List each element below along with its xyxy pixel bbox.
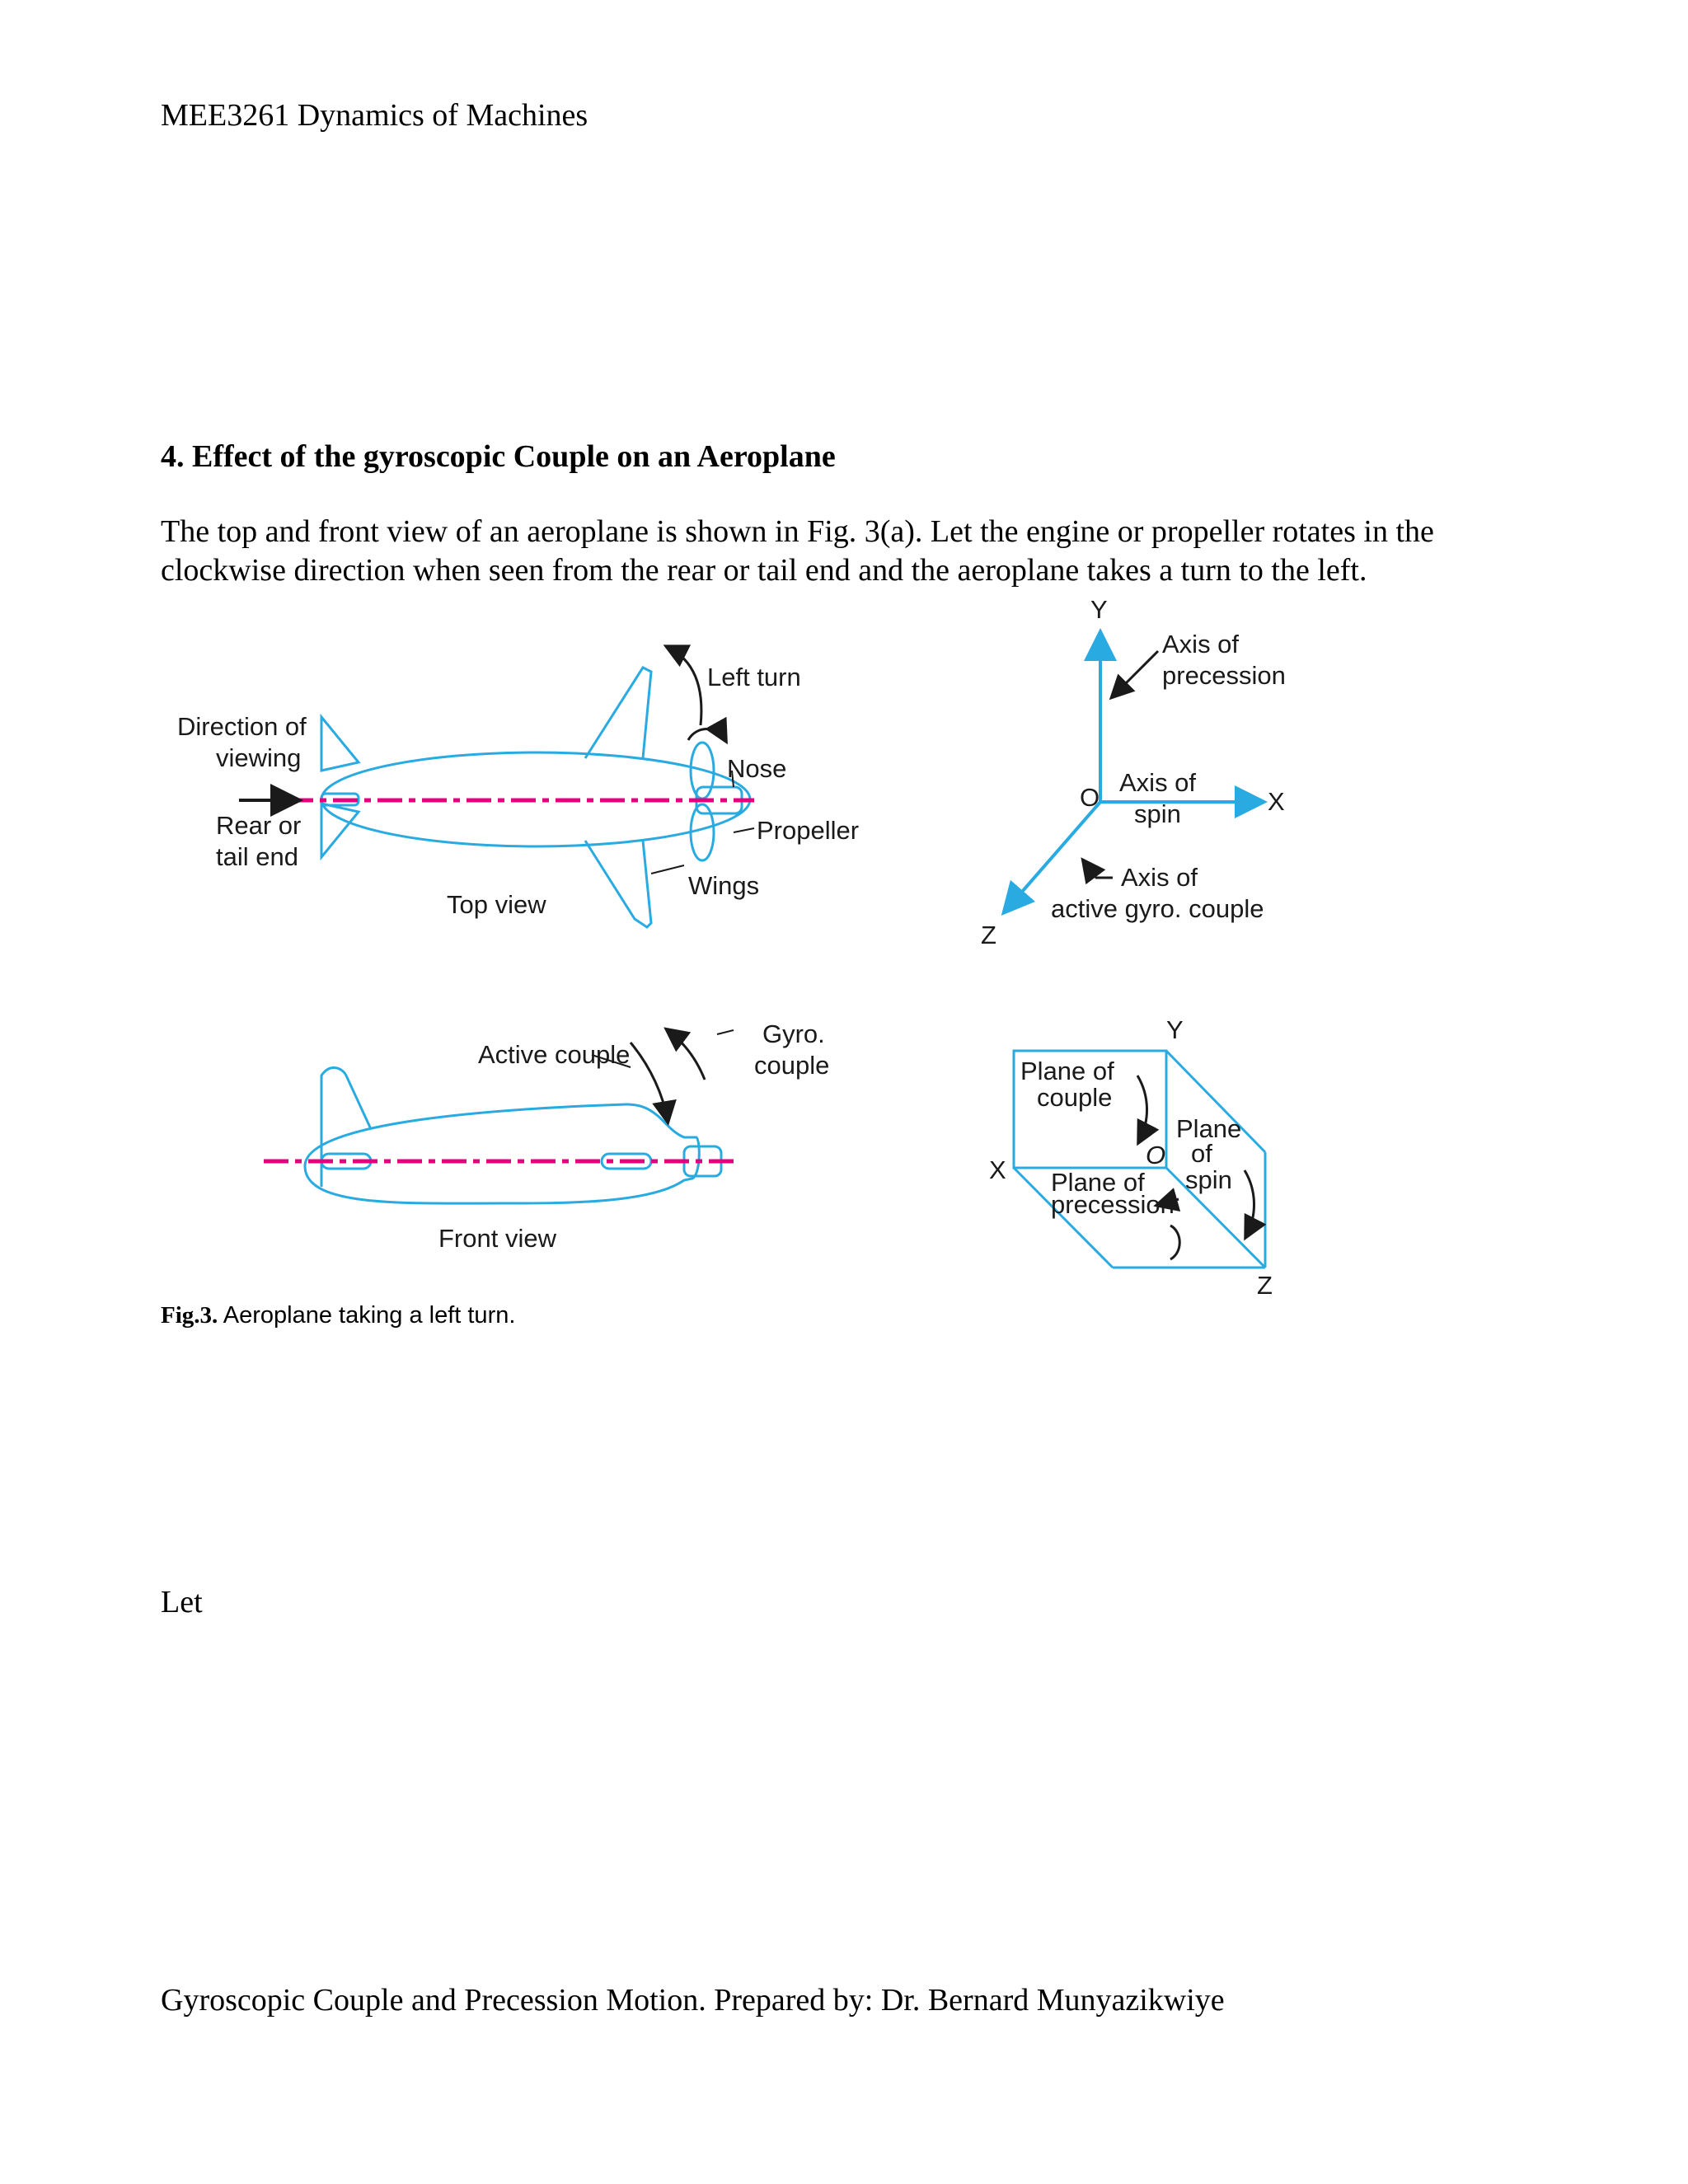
label-precession-2: precession <box>1162 661 1286 690</box>
planes-y-label: Y <box>1166 1015 1184 1044</box>
label-nose: Nose <box>727 754 787 783</box>
gyro-leader <box>1084 861 1113 878</box>
label-left-turn: Left turn <box>707 663 801 691</box>
precession-leader <box>1113 651 1158 696</box>
let-text: Let <box>161 1585 203 1619</box>
planes-x-label: X <box>989 1155 1006 1184</box>
plane-spin-arrow <box>1245 1170 1254 1236</box>
top-view-diagram <box>321 668 750 927</box>
planes-z-label: Z <box>1257 1271 1273 1300</box>
label-plane-precession-2: precession <box>1051 1190 1175 1219</box>
label-spin-2: spin <box>1134 799 1181 828</box>
body-paragraph <box>161 513 1537 590</box>
label-gyro-axis-2: active gyro. couple <box>1051 894 1264 923</box>
label-top-view: Top view <box>447 890 546 919</box>
label-wings: Wings <box>688 871 760 900</box>
label-propeller: Propeller <box>757 816 860 845</box>
label-rear-1: Rear or <box>216 811 302 840</box>
label-plane-precession-1: Plane of <box>1051 1168 1145 1197</box>
caption-number: Fig.3. <box>161 1302 218 1329</box>
axis-z-label: Z <box>981 921 996 949</box>
figure-caption <box>161 1302 515 1329</box>
planes-o-label: O <box>1146 1141 1166 1169</box>
figure-aeroplane <box>157 593 1343 1310</box>
label-front-view: Front view <box>438 1224 556 1253</box>
section-heading: 4. Effect of the gyroscopic Couple on an Aeroplane <box>161 439 836 474</box>
axis-y-label: Y <box>1090 595 1108 624</box>
label-gyro-couple-1: Gyro. <box>762 1019 825 1048</box>
label-plane-couple-2: couple <box>1037 1083 1113 1112</box>
figure-svg <box>157 593 1343 1310</box>
axis-x-label: X <box>1268 787 1285 816</box>
page-header: MEE3261 Dynamics of Machines <box>161 98 588 133</box>
paragraph-text: The top and front view of an aeroplane is shown in Fig. 3(a). Let the engine or propeller rotates in the clockwise direction when seen from the rear or tail end and the aeroplane takes a turn to the left. <box>161 514 1434 588</box>
label-active-couple: Active couple <box>478 1040 631 1069</box>
label-gyro-axis-1: Axis of <box>1121 863 1198 892</box>
gyro-couple-arrow <box>668 1030 705 1080</box>
wing-lower <box>585 841 651 927</box>
gyro-couple-leader <box>717 1030 734 1034</box>
label-plane-couple-1: Plane of <box>1020 1057 1114 1085</box>
label-direction-2: viewing <box>216 743 302 772</box>
propeller-rotation-arrow <box>688 729 725 741</box>
propeller-leader <box>734 828 754 832</box>
wing-upper <box>585 668 651 758</box>
axis-o-label: O <box>1080 783 1100 812</box>
label-precession-1: Axis of <box>1162 630 1240 658</box>
label-gyro-couple-2: couple <box>754 1051 830 1080</box>
label-rear-2: tail end <box>216 842 298 871</box>
left-turn-arrow <box>668 647 701 725</box>
wings-leader <box>651 865 684 874</box>
page-footer: Gyroscopic Couple and Precession Motion. Prepared by: Dr. Bernard Munyazikwiye <box>161 1983 1225 2018</box>
tail-fin-upper <box>321 717 359 771</box>
label-plane-spin-1: Plane <box>1176 1114 1242 1143</box>
plane-couple-arrow <box>1137 1076 1147 1141</box>
caption-text: Aeroplane taking a left turn. <box>218 1302 516 1329</box>
label-plane-spin-3: spin <box>1185 1165 1232 1194</box>
label-direction-1: Direction of <box>177 712 307 741</box>
label-plane-spin-2: of <box>1191 1139 1212 1168</box>
label-spin-1: Axis of <box>1119 768 1197 797</box>
